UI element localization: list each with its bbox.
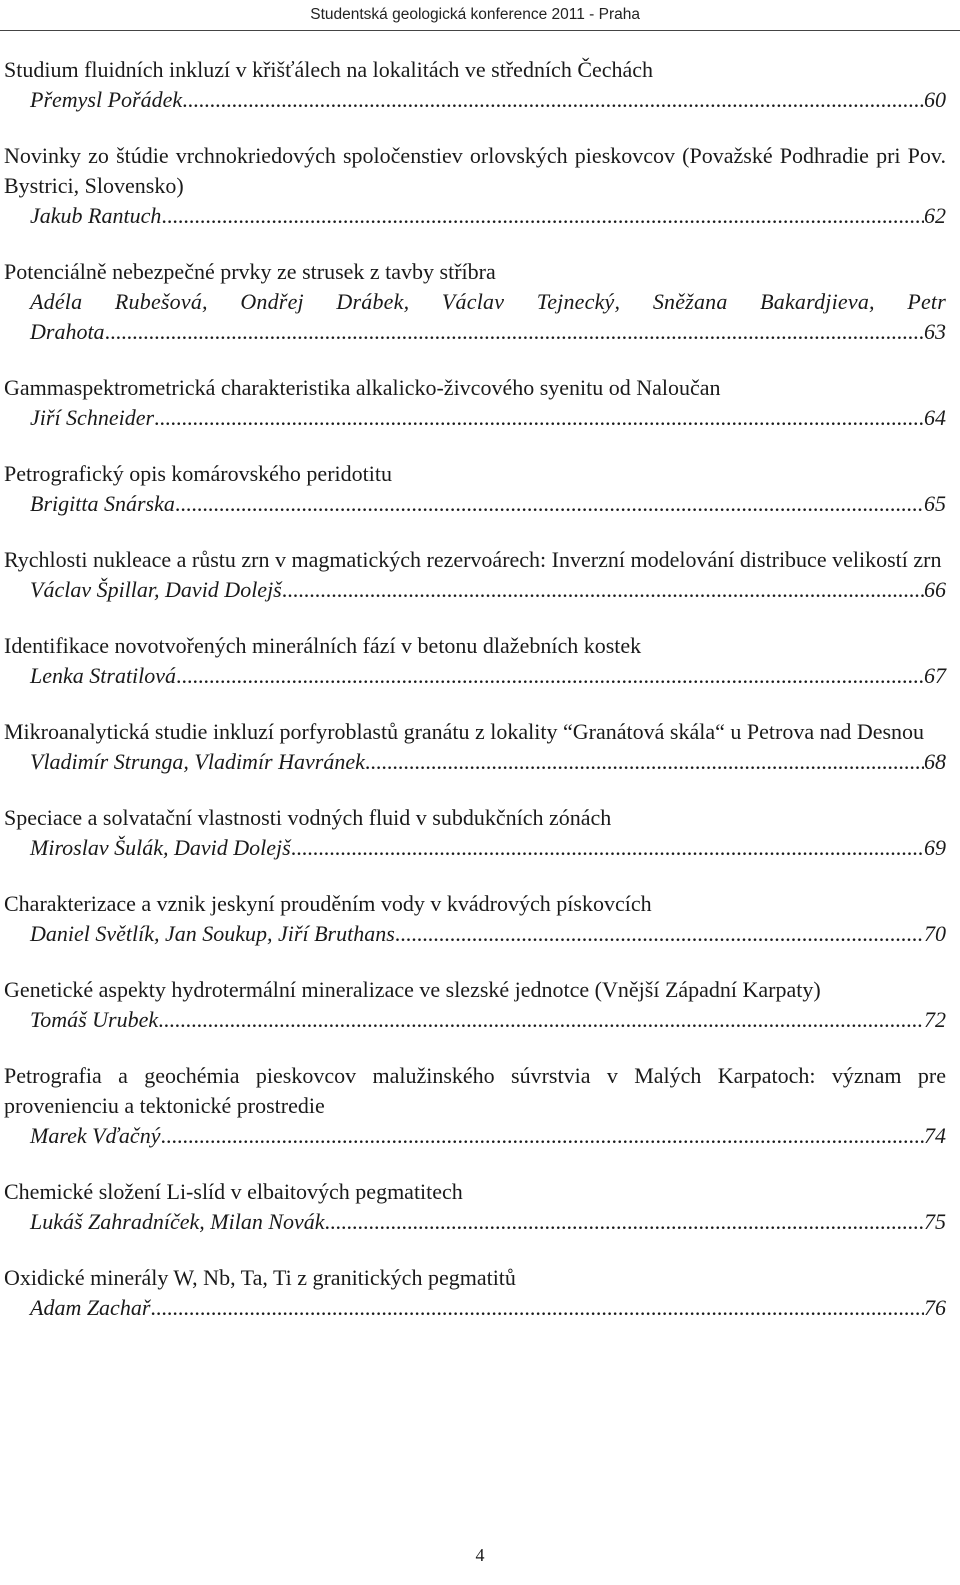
entry-author-line [30,317,946,347]
toc-entry[interactable] [4,631,946,691]
entry-page[interactable]: 70 [924,921,946,946]
entry-authors: Daniel Světlík, Jan Soukup, Jiří Bruthans [30,921,395,946]
dot-leader [175,489,924,519]
entry-page[interactable]: 64 [924,405,946,430]
toc-entry[interactable] [4,1263,946,1323]
entry-author-line [4,1005,946,1035]
header-rule [0,30,960,31]
entry-author-line [4,1121,946,1151]
entry-title: Speciace a solvatační vlastnosti vodných fluid v subdukčních zónách [4,805,612,830]
entry-title: Chemické složení Li-slíd v elbaitových pegmatitech [4,1179,463,1204]
dot-leader [160,1121,924,1151]
entry-page[interactable]: 69 [924,835,946,860]
entry-author-line [4,489,946,519]
toc-entry[interactable] [4,55,946,115]
entry-author-line [4,575,946,605]
entry-authors: Tomáš Urubek [30,1007,159,1032]
dot-leader [282,575,924,605]
toc-entry[interactable] [4,1061,946,1151]
entry-page[interactable]: 72 [924,1007,946,1032]
entry-title: Mikroanalytická studie inkluzí porfyroblastů granátu z lokality “Granátová skála“ u Petrova nad Desnou [4,719,925,744]
toc-entry[interactable] [4,257,946,347]
dot-leader [325,1207,924,1237]
entry-page[interactable]: 65 [924,491,946,516]
dot-leader [291,833,924,863]
dot-leader [158,1005,924,1035]
entry-page[interactable]: 75 [924,1209,946,1234]
toc-entry[interactable] [4,889,946,949]
dot-leader [182,85,924,115]
entry-author-line [4,661,946,691]
entry-title: Charakterizace a vznik jeskyní prouděním vody v kvádrových pískovcích [4,891,652,916]
toc-entry[interactable] [4,545,946,605]
toc-entry[interactable] [4,459,946,519]
dot-leader [395,919,924,949]
entry-authors: Jakub Rantuch [30,203,162,228]
entry-authors: Adam Zachař [30,1295,151,1320]
dot-leader [176,661,924,691]
entry-authors: Přemysl Pořádek [30,87,183,112]
toc-entry[interactable] [4,373,946,433]
dot-leader [365,747,924,777]
entry-authors: Brigitta Snárska [30,491,175,516]
entry-authors: Jiří Schneider [30,405,155,430]
dot-leader [105,317,924,347]
entry-author-line [4,1207,946,1237]
entry-page[interactable]: 66 [924,577,946,602]
entry-authors: Miroslav Šulák, David Dolejš [30,835,291,860]
entry-author-block [4,287,946,347]
toc-entry[interactable] [4,975,946,1035]
entry-authors: Drahota [30,319,105,344]
entry-title: Oxidické minerály W, Nb, Ta, Ti z granitických pegmatitů [4,1265,516,1290]
entry-title: Potenciálně nebezpečné prvky ze strusek z tavby stříbra [4,259,496,284]
entry-authors: Vladimír Strunga, Vladimír Havránek [30,749,365,774]
entry-authors: Marek Vďačný [30,1123,161,1148]
entry-author-line [4,201,946,231]
page-number: 4 [475,1545,485,1565]
dot-leader [161,201,924,231]
entry-page[interactable]: 74 [924,1123,946,1148]
toc-entry[interactable] [4,803,946,863]
dot-leader [154,403,924,433]
entry-author-line [4,1293,946,1323]
entry-author-line [4,85,946,115]
entry-title: Identifikace novotvořených minerálních fází v betonu dlažebních kostek [4,633,642,658]
entry-page[interactable]: 68 [924,749,946,774]
entry-authors-first-line: Adéla Rubešová, Ondřej Drábek, Václav Tejnecký, Sněžana Bakardjieva, Petr [30,289,946,314]
table-of-contents [4,55,946,1349]
entry-title: Novinky zo štúdie vrchnokriedových spoločenstiev orlovských pieskovcov (Považské Podhradie pri Pov. Bystrici, Slovensko) [4,143,946,198]
entry-title: Gammaspektrometrická charakteristika alkalicko-živcového syenitu od Naloučan [4,375,721,400]
entry-page[interactable]: 76 [924,1295,946,1320]
entry-title: Genetické aspekty hydrotermální mineralizace ve slezské jednotce (Vnější Západní Karpaty) [4,977,821,1002]
entry-page[interactable]: 67 [924,663,946,688]
toc-entry[interactable] [4,141,946,231]
entry-title: Rychlosti nukleace a růstu zrn v magmatických rezervoárech: Inverzní modelování distribuce velikostí zrn [4,547,942,572]
entry-author-line [4,747,946,777]
entry-author-line [4,833,946,863]
toc-entry[interactable] [4,717,946,777]
entry-authors: Lukáš Zahradníček, Milan Novák [30,1209,325,1234]
entry-title: Studium fluidních inkluzí v křišťálech na lokalitách ve středních Čechách [4,57,654,82]
entry-page[interactable]: 60 [924,87,946,112]
entry-authors: Lenka Stratilová [30,663,177,688]
entry-author-line [4,919,946,949]
running-header: Studentská geologická konference 2011 - Praha [310,6,640,23]
dot-leader [150,1293,924,1323]
entry-title: Petrografia a geochémia pieskovcov malužinského súvrstvia v Malých Karpatoch: význam pre provenienciu a tektonické prostredie [4,1063,946,1118]
entry-authors: Václav Špillar, David Dolejš [30,577,282,602]
entry-page[interactable]: 63 [924,319,946,344]
toc-entry[interactable] [4,1177,946,1237]
entry-title: Petrografický opis komárovského peridotitu [4,461,392,486]
entry-author-line [4,403,946,433]
entry-page[interactable]: 62 [924,203,946,228]
